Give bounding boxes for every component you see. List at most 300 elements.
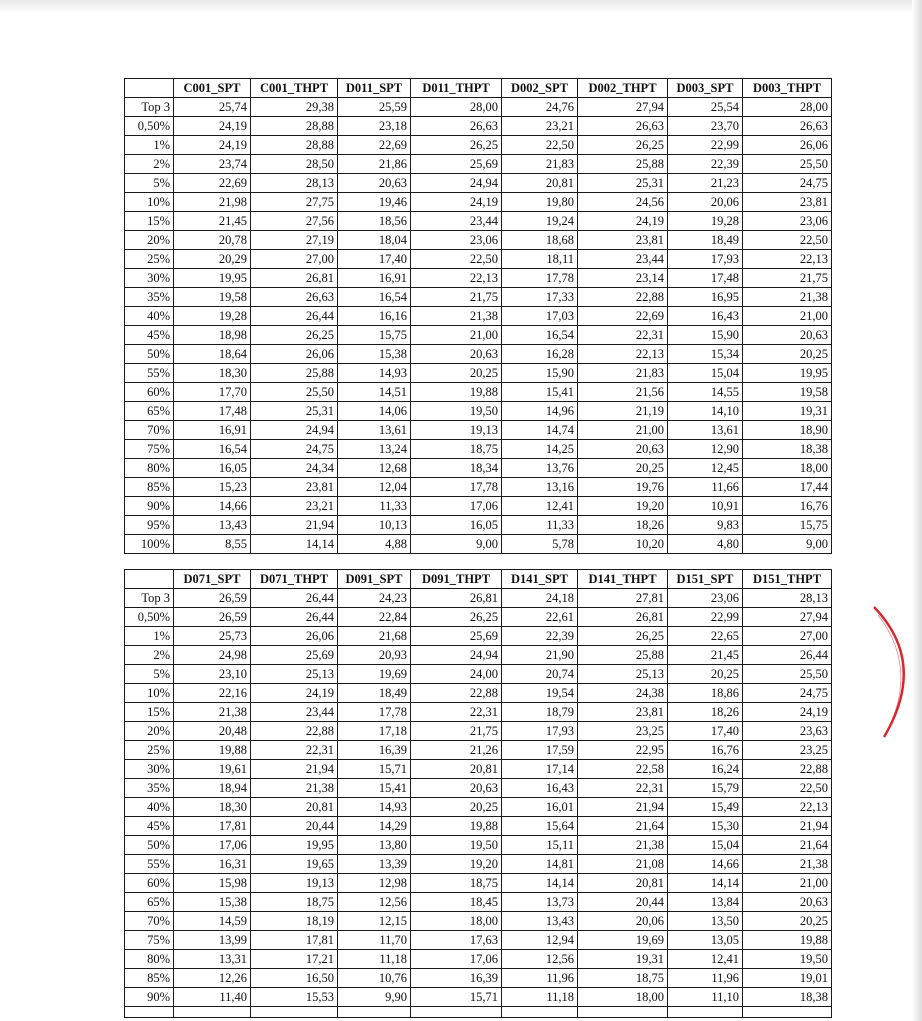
score-cell: 17,18 (338, 722, 411, 741)
score-cell: 21,38 (251, 779, 338, 798)
score-cell: 21,94 (251, 760, 338, 779)
score-cell: 24,19 (743, 703, 832, 722)
score-cell: 26,81 (578, 608, 668, 627)
score-cell: 11,66 (668, 478, 743, 497)
score-cell: 21,38 (743, 855, 832, 874)
score-cell: 14,66 (668, 855, 743, 874)
score-cell: 18,75 (578, 969, 668, 988)
score-cell: 22,58 (578, 760, 668, 779)
table-row (125, 136, 832, 155)
column-header: D151_SPT (668, 570, 743, 589)
table-row (125, 364, 832, 383)
score-cell: 22,65 (668, 627, 743, 646)
table-row (125, 250, 832, 269)
score-cell: 16,50 (251, 969, 338, 988)
score-cell: 22,88 (743, 760, 832, 779)
score-cell: 14,81 (502, 855, 578, 874)
score-cell: 19,50 (411, 402, 502, 421)
scan-edge-right (912, 0, 922, 1021)
score-cell: 25,69 (411, 155, 502, 174)
score-cell: 17,78 (338, 703, 411, 722)
score-cell: 21,83 (578, 364, 668, 383)
score-cell: 27,75 (251, 193, 338, 212)
score-cell: 21,00 (411, 326, 502, 345)
score-cell: 24,19 (251, 684, 338, 703)
score-cell: 26,25 (411, 136, 502, 155)
score-cell: 16,28 (502, 345, 578, 364)
score-cell: 18,38 (743, 440, 832, 459)
score-cell: 18,11 (502, 250, 578, 269)
score-cell: 21,00 (743, 307, 832, 326)
table-row (125, 174, 832, 193)
table-row (125, 383, 832, 402)
score-cell: 20,25 (668, 665, 743, 684)
score-cell: 17,78 (502, 269, 578, 288)
score-cell: 18,26 (668, 703, 743, 722)
percentile-label-cell: 25% (125, 741, 174, 760)
score-cell: 13,39 (338, 855, 411, 874)
table-row (125, 421, 832, 440)
score-cell: 23,10 (174, 665, 251, 684)
column-header: D141_THPT (578, 570, 668, 589)
score-cell: 17,44 (743, 478, 832, 497)
score-cell (174, 1007, 251, 1018)
score-cell: 26,81 (251, 269, 338, 288)
score-cell: 17,93 (668, 250, 743, 269)
percentile-label-cell: 30% (125, 760, 174, 779)
score-cell: 22,99 (668, 608, 743, 627)
score-cell: 18,04 (338, 231, 411, 250)
score-cell: 16,43 (502, 779, 578, 798)
percentile-label-cell: 95% (125, 516, 174, 535)
score-cell: 25,88 (578, 155, 668, 174)
score-cell: 14,96 (502, 402, 578, 421)
score-cell: 16,91 (338, 269, 411, 288)
score-cell: 21,75 (743, 269, 832, 288)
table-row (125, 288, 832, 307)
table-row (125, 98, 832, 117)
score-cell: 21,26 (411, 741, 502, 760)
score-cell (251, 1007, 338, 1018)
score-cell: 18,00 (411, 912, 502, 931)
score-cell: 26,63 (743, 117, 832, 136)
table-row (125, 1007, 832, 1018)
score-cell: 16,76 (668, 741, 743, 760)
score-cell: 13,84 (668, 893, 743, 912)
table-row (125, 855, 832, 874)
score-cell: 22,69 (174, 174, 251, 193)
table-row (125, 589, 832, 608)
score-cell: 22,39 (668, 155, 743, 174)
score-cell: 20,06 (668, 193, 743, 212)
score-cell: 11,18 (502, 988, 578, 1007)
score-cell: 19,69 (338, 665, 411, 684)
score-cell: 21,64 (743, 836, 832, 855)
score-cell: 27,94 (743, 608, 832, 627)
column-header: D091_SPT (338, 570, 411, 589)
table-row (125, 627, 832, 646)
score-cell: 22,99 (668, 136, 743, 155)
score-cell: 18,45 (411, 893, 502, 912)
score-cell: 14,14 (251, 535, 338, 554)
score-cell: 21,45 (668, 646, 743, 665)
score-cell: 20,25 (743, 345, 832, 364)
score-cell: 21,98 (174, 193, 251, 212)
score-cell: 24,34 (251, 459, 338, 478)
score-cell: 13,99 (174, 931, 251, 950)
score-cell: 24,19 (411, 193, 502, 212)
percentile-label-cell: 85% (125, 478, 174, 497)
score-cell: 19,58 (174, 288, 251, 307)
score-cell: 21,38 (174, 703, 251, 722)
table-row (125, 440, 832, 459)
score-cell: 25,88 (578, 646, 668, 665)
score-cell: 14,14 (668, 874, 743, 893)
score-cell: 24,19 (174, 117, 251, 136)
score-cell: 19,50 (743, 950, 832, 969)
percentile-label-cell: 50% (125, 345, 174, 364)
score-cell: 17,70 (174, 383, 251, 402)
score-cell: 16,91 (174, 421, 251, 440)
score-cell: 22,88 (578, 288, 668, 307)
corner-header-cell (125, 570, 174, 589)
percentile-label-cell: 45% (125, 326, 174, 345)
score-cell: 15,75 (743, 516, 832, 535)
score-cell: 12,90 (668, 440, 743, 459)
score-cell: 28,50 (251, 155, 338, 174)
score-cell: 15,98 (174, 874, 251, 893)
percentile-label-cell: 10% (125, 193, 174, 212)
table-row (125, 836, 832, 855)
score-cell: 25,88 (251, 364, 338, 383)
score-cell: 19,88 (743, 931, 832, 950)
score-cell: 24,76 (502, 98, 578, 117)
score-cell: 26,25 (411, 608, 502, 627)
score-cell: 23,06 (668, 589, 743, 608)
score-cell: 15,30 (668, 817, 743, 836)
score-cell: 26,59 (174, 589, 251, 608)
score-cell: 16,54 (174, 440, 251, 459)
score-cell: 21,08 (578, 855, 668, 874)
score-cell: 18,56 (338, 212, 411, 231)
score-cell: 17,59 (502, 741, 578, 760)
score-cell: 13,80 (338, 836, 411, 855)
score-cell: 17,93 (502, 722, 578, 741)
table-row (125, 969, 832, 988)
score-cell: 23,44 (578, 250, 668, 269)
score-cell: 26,25 (578, 627, 668, 646)
score-cell: 21,94 (578, 798, 668, 817)
score-cell: 23,18 (338, 117, 411, 136)
score-cell: 18,86 (668, 684, 743, 703)
percentile-label-cell: 10% (125, 684, 174, 703)
score-cell: 21,38 (578, 836, 668, 855)
score-cell: 15,34 (668, 345, 743, 364)
score-cell: 19,95 (743, 364, 832, 383)
score-cell: 22,13 (578, 345, 668, 364)
score-cell: 28,13 (251, 174, 338, 193)
score-cell: 23,81 (743, 193, 832, 212)
table-row (125, 345, 832, 364)
score-cell: 21,38 (743, 288, 832, 307)
score-cell: 20,93 (338, 646, 411, 665)
percentile-label-cell: 20% (125, 231, 174, 250)
score-cell: 15,64 (502, 817, 578, 836)
table-row (125, 665, 832, 684)
score-cell: 17,40 (338, 250, 411, 269)
score-cell: 4,88 (338, 535, 411, 554)
score-cell: 26,44 (251, 608, 338, 627)
column-header: D011_THPT (411, 79, 502, 98)
score-cell: 19,61 (174, 760, 251, 779)
score-cell: 23,81 (251, 478, 338, 497)
score-cell: 26,44 (743, 646, 832, 665)
score-cell: 20,74 (502, 665, 578, 684)
score-cell: 18,98 (174, 326, 251, 345)
score-cell: 20,63 (743, 893, 832, 912)
table-row (125, 741, 832, 760)
table-row (125, 950, 832, 969)
score-cell (502, 1007, 578, 1018)
score-cell: 23,74 (174, 155, 251, 174)
score-cell: 26,44 (251, 307, 338, 326)
score-cell: 25,13 (578, 665, 668, 684)
score-cell: 19,65 (251, 855, 338, 874)
score-cell (338, 1007, 411, 1018)
score-cell: 28,88 (251, 136, 338, 155)
score-cell: 5,78 (502, 535, 578, 554)
percentile-label-cell: 85% (125, 969, 174, 988)
score-cell: 18,64 (174, 345, 251, 364)
score-cell: 22,39 (502, 627, 578, 646)
score-cell: 24,98 (174, 646, 251, 665)
column-header: D141_SPT (502, 570, 578, 589)
table-row (125, 760, 832, 779)
percentile-label-cell: 65% (125, 893, 174, 912)
score-cell: 21,86 (338, 155, 411, 174)
percentile-label-cell: 2% (125, 646, 174, 665)
score-cell: 21,00 (578, 421, 668, 440)
score-cell: 21,23 (668, 174, 743, 193)
score-cell: 21,94 (743, 817, 832, 836)
score-cell: 23,63 (743, 722, 832, 741)
score-cell: 18,38 (743, 988, 832, 1007)
score-cell: 22,50 (411, 250, 502, 269)
score-cell: 14,93 (338, 364, 411, 383)
percentile-label-cell: 35% (125, 779, 174, 798)
score-cell: 16,95 (668, 288, 743, 307)
score-cell: 24,00 (411, 665, 502, 684)
score-cell: 11,33 (502, 516, 578, 535)
score-cell: 22,50 (743, 231, 832, 250)
score-cell: 14,25 (502, 440, 578, 459)
score-cell: 21,38 (411, 307, 502, 326)
percentile-label-cell: 35% (125, 288, 174, 307)
score-cell: 21,64 (578, 817, 668, 836)
score-cell: 14,06 (338, 402, 411, 421)
score-cell: 17,63 (411, 931, 502, 950)
score-cell: 20,25 (411, 364, 502, 383)
score-cell: 25,69 (251, 646, 338, 665)
column-header: D002_SPT (502, 79, 578, 98)
score-cell: 21,45 (174, 212, 251, 231)
score-cell: 26,44 (251, 589, 338, 608)
score-cell: 14,93 (338, 798, 411, 817)
column-header: C001_THPT (251, 79, 338, 98)
score-cell: 12,04 (338, 478, 411, 497)
score-cell: 16,39 (338, 741, 411, 760)
score-cell: 16,54 (338, 288, 411, 307)
score-cell: 25,74 (174, 98, 251, 117)
score-cell: 18,90 (743, 421, 832, 440)
percentile-label-cell: 65% (125, 402, 174, 421)
score-cell: 28,00 (743, 98, 832, 117)
score-cell: 22,31 (578, 779, 668, 798)
score-cell: 22,13 (743, 250, 832, 269)
score-cell: 15,04 (668, 836, 743, 855)
score-cell: 17,48 (174, 402, 251, 421)
score-cell: 19,24 (502, 212, 578, 231)
score-cell: 15,79 (668, 779, 743, 798)
table-row (125, 779, 832, 798)
score-cell: 19,13 (411, 421, 502, 440)
score-cell: 14,59 (174, 912, 251, 931)
score-cell: 19,88 (174, 741, 251, 760)
score-cell: 18,00 (578, 988, 668, 1007)
score-cell: 23,21 (502, 117, 578, 136)
score-cell: 15,71 (411, 988, 502, 1007)
score-cell: 10,91 (668, 497, 743, 516)
score-cell: 25,13 (251, 665, 338, 684)
score-cell: 24,23 (338, 589, 411, 608)
score-cell: 15,90 (502, 364, 578, 383)
column-header: D091_THPT (411, 570, 502, 589)
score-cell: 25,50 (743, 665, 832, 684)
score-cell: 12,94 (502, 931, 578, 950)
score-cell: 23,25 (578, 722, 668, 741)
score-cell: 23,06 (411, 231, 502, 250)
score-cell: 17,78 (411, 478, 502, 497)
score-cell: 27,94 (578, 98, 668, 117)
score-cell: 19,31 (578, 950, 668, 969)
score-cell: 18,75 (251, 893, 338, 912)
score-cell: 20,48 (174, 722, 251, 741)
score-cell: 22,69 (338, 136, 411, 155)
score-cell: 25,31 (251, 402, 338, 421)
score-cell: 22,84 (338, 608, 411, 627)
score-cell: 25,59 (338, 98, 411, 117)
score-cell: 18,00 (743, 459, 832, 478)
score-cell: 18,34 (411, 459, 502, 478)
score-cell: 19,28 (174, 307, 251, 326)
score-cell: 23,14 (578, 269, 668, 288)
score-cell: 18,94 (174, 779, 251, 798)
score-cell: 13,76 (502, 459, 578, 478)
score-cell: 19,31 (743, 402, 832, 421)
percentile-label-cell: 0,50% (125, 608, 174, 627)
score-cell: 14,74 (502, 421, 578, 440)
score-cell: 20,63 (411, 345, 502, 364)
score-cell: 27,00 (743, 627, 832, 646)
score-cell: 12,15 (338, 912, 411, 931)
score-cell: 22,88 (251, 722, 338, 741)
table-row (125, 478, 832, 497)
column-header: D071_SPT (174, 570, 251, 589)
score-cell: 12,68 (338, 459, 411, 478)
score-cell: 15,90 (668, 326, 743, 345)
score-cell: 20,29 (174, 250, 251, 269)
score-cell: 26,59 (174, 608, 251, 627)
score-cell: 23,21 (251, 497, 338, 516)
score-cell: 23,06 (743, 212, 832, 231)
score-cell: 20,63 (578, 440, 668, 459)
score-cell: 8,55 (174, 535, 251, 554)
score-cell: 11,18 (338, 950, 411, 969)
score-cell: 24,94 (411, 174, 502, 193)
score-cell: 17,06 (411, 950, 502, 969)
score-cell: 9,83 (668, 516, 743, 535)
score-cell: 18,49 (668, 231, 743, 250)
score-cell: 4,80 (668, 535, 743, 554)
percentile-label-cell: 70% (125, 912, 174, 931)
table-row (125, 459, 832, 478)
score-cell: 15,75 (338, 326, 411, 345)
table-row (125, 931, 832, 950)
score-cell: 16,39 (411, 969, 502, 988)
table-row (125, 269, 832, 288)
score-cell: 26,06 (743, 136, 832, 155)
score-cell: 21,83 (502, 155, 578, 174)
score-cell: 15,23 (174, 478, 251, 497)
score-cell: 20,25 (411, 798, 502, 817)
score-cell: 16,24 (668, 760, 743, 779)
score-cell: 22,13 (743, 798, 832, 817)
score-cell: 21,68 (338, 627, 411, 646)
percentile-label-cell: 75% (125, 440, 174, 459)
table-row (125, 497, 832, 516)
percentile-table-2 (124, 569, 832, 1018)
score-cell: 25,54 (668, 98, 743, 117)
score-cell: 21,94 (251, 516, 338, 535)
percentile-label-cell: 30% (125, 269, 174, 288)
percentile-label-cell: 1% (125, 627, 174, 646)
percentile-label-cell: 70% (125, 421, 174, 440)
score-cell: 9,00 (411, 535, 502, 554)
percentile-label-cell: 80% (125, 459, 174, 478)
column-header: D003_THPT (743, 79, 832, 98)
score-cell: 24,75 (743, 174, 832, 193)
table-row (125, 912, 832, 931)
score-cell: 14,10 (668, 402, 743, 421)
column-header: D071_THPT (251, 570, 338, 589)
score-cell: 22,31 (578, 326, 668, 345)
score-cell: 21,90 (502, 646, 578, 665)
table-row (125, 703, 832, 722)
score-cell: 26,06 (251, 345, 338, 364)
score-cell: 20,44 (251, 817, 338, 836)
score-cell: 10,76 (338, 969, 411, 988)
score-cell: 19,20 (411, 855, 502, 874)
score-cell: 19,88 (411, 817, 502, 836)
score-cell: 16,05 (411, 516, 502, 535)
score-cell: 15,41 (502, 383, 578, 402)
score-cell: 28,13 (743, 589, 832, 608)
score-cell: 20,81 (578, 874, 668, 893)
score-cell: 23,70 (668, 117, 743, 136)
score-cell (668, 1007, 743, 1018)
score-cell: 15,38 (174, 893, 251, 912)
score-cell: 24,75 (743, 684, 832, 703)
